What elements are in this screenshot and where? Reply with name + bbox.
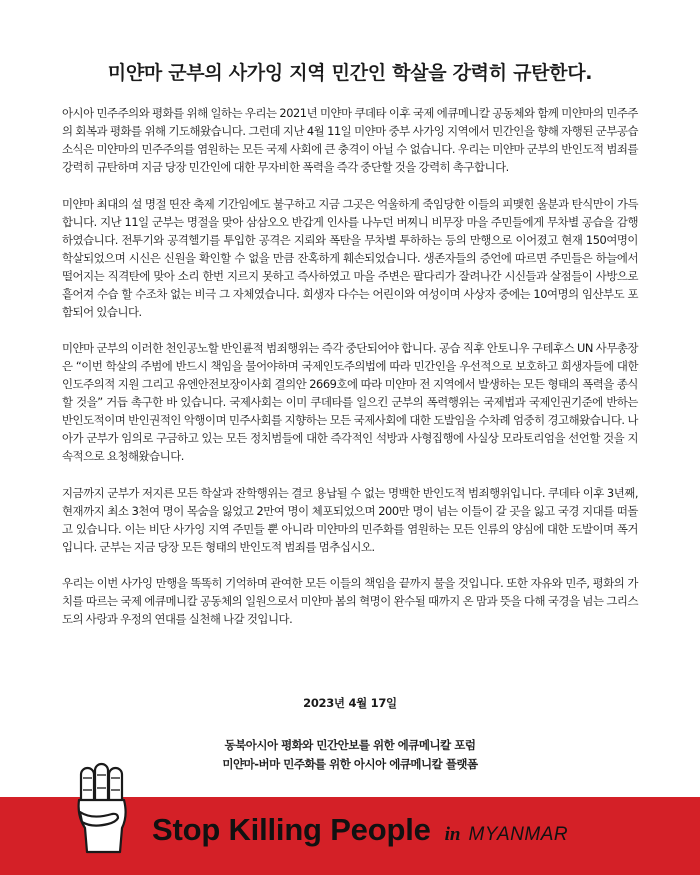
document-title: 미얀마 군부의 사가잉 지역 민간인 학살을 강력히 규탄한다.	[107, 62, 593, 84]
slogan-text	[152, 812, 568, 856]
statement-body	[62, 104, 638, 647]
paragraph: 지금까지 군부가 저지른 모든 학살과 잔학행위는 결코 용납될 수 없는 명백한 반인도적 범죄행위입니다. 쿠데타 이후 3년째, 현재까지 최소 3천여 명이 목숨을 잃었고 2만여 명이 체포되었으며 200만 명이 넘는 이들이 갈 곳을 잃고 국경 지대를 떠돌고 있습니다. 이는 비단 사가잉 지역 주민들 뿐 아니라 미얀마의 민주화를 염원하는 모든 인류의 양심에 대한 도발이며 폭거입니다. 군부는 지금 당장 모든 형태의 반인도적 범죄를 멈추십시오.	[62, 485, 638, 554]
paragraph: 미얀마 최대의 설 명절 띤잔 축제 기간임에도 불구하고 지금 그곳은 억울하게 죽임당한 이들의 피맺힌 울분과 탄식만이 가득합니다. 지난 11일 군부는 명절을 맞아 삼삼오오 반갑게 인사를 나누던 버찌니 비무장 마을 주민들에게 무차별 공습을 감행하였습니다. 전투기와 공격헬기를 투입한 공격은 지뢰와 폭탄을 무차별 투하하는 등의 만행으로 이어졌고 현재 150여명이 학살되었으며 시신은 신원을 확인할 수 없을 만큼 잔혹하게 훼손되었습니다. 생존자들의 증언에 따르면 주민들은 하늘에서 떨어지는 직격탄에 맞아 소리 한번 지르지 못하고 즉사하였고 마을 주변은 팔다리가 잘려나간 시신들과 살점들이 사방으로 흩어져 수습 할 수조차 없는 비극 그 자체였습니다. 희생자 다수는 어린이와 여성이며 사상자 중에는 10여명의 임산부도 포함되어 있습니다.	[62, 196, 638, 319]
signatory-organization: 미얀마-버마 민주화를 위한 아시아 에큐메니칼 플랫폼	[222, 757, 478, 771]
paragraph: 미얀마 군부의 이러한 천인공노할 반인륜적 범죄행위는 즉각 중단되어야 합니다. 공습 직후 안토니우 구테후스 UN 사무총장은 “이번 학살의 주범에 반드시 책임을 물어야하며 국제인도주의법에 따라 민간인을 우선적으로 보호하고 희생자들에 대한 인도주의적 지원 그리고 유엔안전보장이사회 결의안 2669호에 따라 미얀마 전 지역에서 발생하는 모든 형태의 폭력을 종식할 것을” 거듭 촉구한 바 있습니다. 국제사회는 이미 쿠데타를 일으킨 군부의 폭력행위는 국제법과 국제인권기준에 반하는 반인도적이며 반인권적인 악행이며 민주사회를 지향하는 모든 국제사회에 대한 도발임을 수차례 엄중히 경고해왔습니다. 나아가 군부가 임의로 구금하고 있는 모든 정치범들에 대한 즉각적인 석방과 사형집행에 사실상 모라토리엄을 선언할 것을 지속적으로 요청해왔습니다.	[62, 341, 638, 463]
three-finger-salute-icon	[72, 762, 134, 854]
signatory-organization: 동북아시아 평화와 민간안보를 위한 에큐메니칼 포럼	[224, 738, 476, 752]
paragraph: 우리는 이번 사가잉 만행을 똑똑히 기억하며 관여한 모든 이들의 책임을 끝까지 물을 것입니다. 또한 자유와 민주, 평화의 가치를 따르는 국제 에큐메니칼 공동체의 일원으로서 미얀마 봄의 혁명이 완수될 때까지 온 맘과 뜻을 다해 국경을 넘는 그리스도의 사랑과 우정의 연대를 실천해 나갈 것입니다.	[62, 576, 638, 626]
slogan-country: MYANMAR	[468, 824, 569, 845]
statement-date: 2023년 4월 17일	[303, 696, 397, 710]
slogan-in: in	[444, 824, 461, 845]
paragraph: 아시아 민주주의와 평화를 위해 일하는 우리는 2021년 미얀마 쿠데타 이후 국제 에큐메니칼 공동체와 함께 미얀마의 민주주의 회복과 평화를 위해 기도해왔습니다. 그런데 지난 4월 11일 미얀마 중부 사가잉 지역에서 민간인을 향해 자행된 군부공습 소식은 미얀마의 민주주의를 염원하는 모든 국제 사회에 큰 충격이 아닐 수 없습니다. 우리는 미얀마 군부의 반인도적 범죄를 강력히 규탄하며 지금 당장 민간인에 대한 무자비한 폭력을 즉각 중단할 것을 강력히 촉구합니다.	[62, 106, 638, 174]
slogan-main: Stop Killing People	[152, 812, 431, 847]
